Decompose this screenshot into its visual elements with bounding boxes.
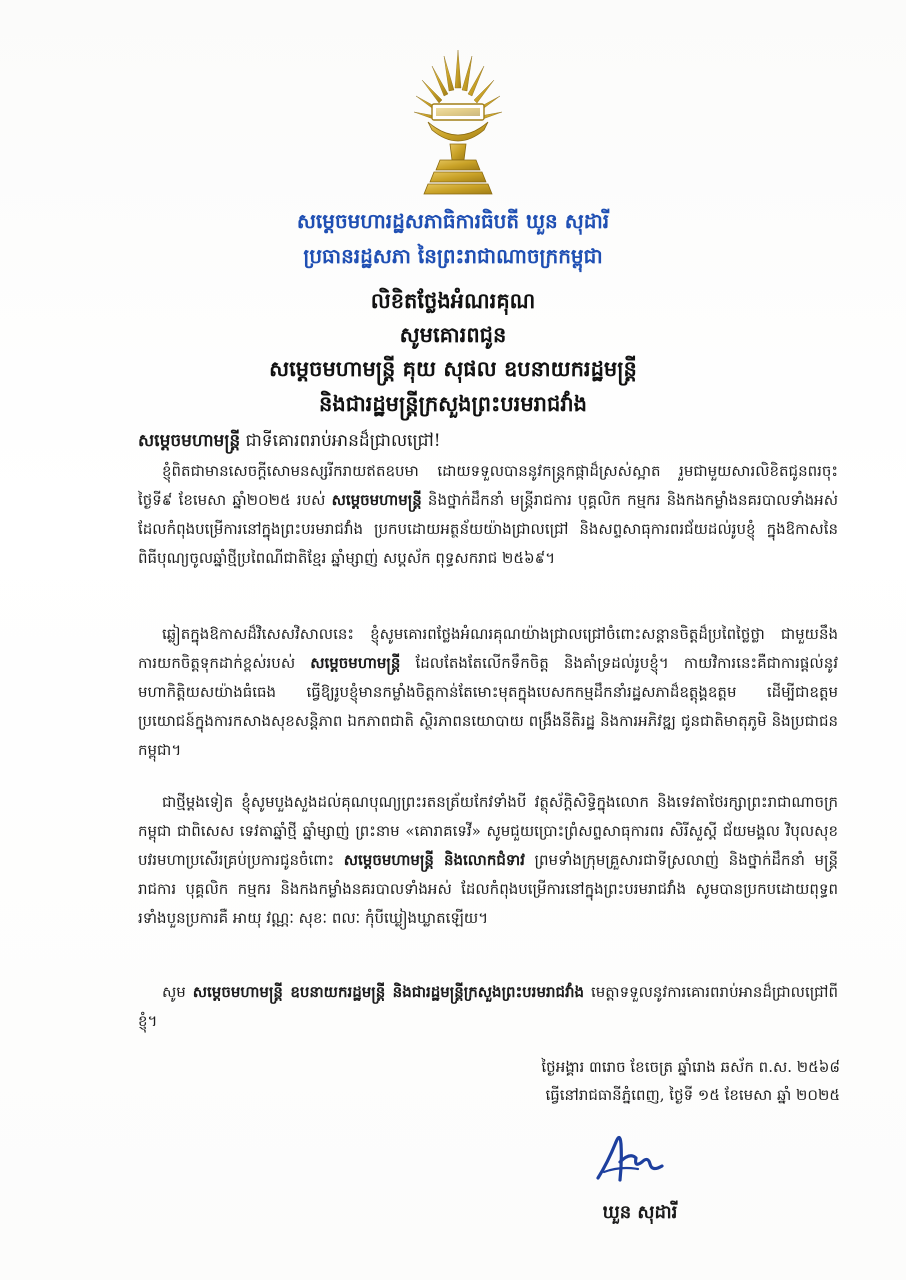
salutation-honorific: សម្តេចមហាមន្ត្រី bbox=[138, 431, 241, 451]
paragraph-bold-text: សម្តេចមហាមន្ត្រី ឧបនាយករដ្ឋមន្ត្រី និងជារដ្ឋមន្ត្រីក្រសួងព្រះបរមរាជវាំង bbox=[192, 983, 585, 1001]
paragraph-text: ដែលតែងតែលើកទឹកចិត្ត និងគាំទ្រដល់រូបខ្ញុំ។ កាយវិការនេះគឺជាការផ្តល់នូវមហាកិត្តិយសយ៉ាងធំធេង ធ្វើឱ្យរូបខ្ញុំមានកម្លាំងចិត្តកាន់តែមោះមុតក្នុងបេសកកម្មដឹកនាំរដ្ឋសភាដ៏ឧត្តុង្គឧត្តម ដើម្បីជាឧត្តមប្រយោជន៍ក្នុងការកសាងសុខសន្តិភាព ឯកភាពជាតិ ស្ថិរភាពនយោបាយ ពង្រឹងនីតិរដ្ឋ និងការអភិវឌ្ឍ ជូនជាតិមាតុភូមិ និងប្រជាជនកម្ពុជា។ bbox=[138, 654, 838, 759]
paragraph-bold-text: សម្តេចមហាមន្ត្រី bbox=[331, 491, 422, 509]
body-paragraph-1 bbox=[138, 457, 838, 607]
body-paragraph-2 bbox=[138, 620, 838, 775]
paragraph-text: ខ្ញុំពិតជាមានសេចក្តីសោមនស្សរីករាយឥតឧបមា ដោយទទួលបាននូវកន្ត្រកផ្កាដ៏ស្រស់ស្អាត រួមជាមួយសារលិខិតជូនពរចុះថ្ងៃទី៩ ខែមេសា ឆ្នាំ២០២៥ របស់ bbox=[138, 462, 838, 509]
lunar-date: ថ្ងៃអង្គារ ៣រោច ខែចេត្រ ឆ្នាំរោង ឆស័ក ព.ស. ២៥៦៨ bbox=[541, 1058, 840, 1076]
salutation-rest: ជាទីគោរពរាប់អានដ៏ជ្រាលជ្រៅ! bbox=[240, 431, 441, 451]
salutation bbox=[138, 430, 441, 455]
letter-recipient-role: និងជារដ្ឋមន្ត្រីក្រសួងព្រះបរមរាជវាំង bbox=[319, 391, 587, 416]
paragraph-bold-text: សម្តេចមហាមន្ត្រី bbox=[310, 654, 401, 672]
handwritten-signature bbox=[590, 1122, 670, 1192]
national-assembly-emblem-icon bbox=[410, 48, 506, 198]
paragraph-text: ជាថ្មីម្តងទៀត ខ្ញុំសូមបួងសួងដល់គុណបុណ្យព្រះរតនត្រ័យកែវទាំងបី វត្ថុស័ក្តិសិទ្ធិក្នុងលោក និងទេវតាថែរក្សាព្រះរាជាណាចក្រកម្ពុជា ជាពិសេស ទេវតាឆ្នាំថ្មី ឆ្នាំម្សាញ់ ព្រះនាម «គោរាគទេវី» សូមជួយប្រោះព្រំសព្ទសាធុការពរ សិរីសួស្តី ជ័យមង្គល វិបុលសុខ បវរមហាប្រសើរគ្រប់ប្រការជូនចំពោះ bbox=[138, 793, 838, 869]
letter-recipient-intro: សូមគោរពជូន bbox=[399, 322, 507, 347]
paragraph-text: មេត្តាទទួលនូវការគោរពរាប់អានដ៏ជ្រាលជ្រៅពីខ្ញុំ។ bbox=[138, 983, 838, 1030]
paragraph-text: សូម bbox=[162, 983, 193, 1001]
letter-title: លិខិតថ្លែងអំណរគុណ bbox=[370, 288, 536, 313]
header-subtitle: ប្រធានរដ្ឋសភា នៃព្រះរាជាណាចក្រកម្ពុជា bbox=[303, 244, 603, 268]
letter-recipient-name: សម្តេចមហាមន្ត្រី គុយ សុផល ឧបនាយករដ្ឋមន្ត្រី bbox=[269, 356, 637, 381]
solar-date-place: ធ្វើនៅរាជធានីភ្នំពេញ, ថ្ងៃទី ១៥ ខែមេសា ឆ្នាំ ២០២៥ bbox=[545, 1086, 840, 1104]
paragraph-text: និងថ្នាក់ដឹកនាំ មន្ត្រីរាជការ បុគ្គលិក កម្មករ និងកងកម្លាំងនគរបាលទាំងអស់ ដែលកំពុងបម្រើការនៅក្នុងព្រះបរមរាជវាំង ប្រកបដោយអត្ថន័យយ៉ាងជ្រាលជ្រៅ និងសព្ទសាធុការពរជ័យដល់រូបខ្ញុំ ក្នុងឱកាសនៃ ពិធីបុណ្យចូលឆ្នាំថ្មីប្រពៃណីជាតិខ្មែរ ឆ្នាំម្សាញ់ សប្តស័ក ពុទ្ធសករាជ ២៥៦៩។ bbox=[138, 491, 838, 567]
paragraph-text: ព្រមទាំងក្រុមគ្រួសារជាទីស្រលាញ់ និងថ្នាក់ដឹកនាំ មន្ត្រីរាជការ បុគ្គលិក កម្មករ និងកងកម្លាំងនគរបាលទាំងអស់ ដែលកំពុងបម្រើការនៅក្នុងព្រះបរមរាជវាំង សូមបានប្រកបដោយពុទ្ធពរទាំងបួនប្រការគឺ អាយុ វណ្ណៈ សុខៈ ពលៈ កុំបីឃ្លៀងឃ្លាតឡើយ។ bbox=[138, 851, 838, 927]
body-paragraph-closing bbox=[138, 978, 838, 1038]
body-paragraph-3 bbox=[138, 788, 838, 968]
paragraph-bold-text: សម្តេចមហាមន្ត្រី និងលោកជំទាវ bbox=[343, 851, 525, 869]
signer-name: ឃួន សុដារី bbox=[602, 1202, 678, 1223]
header-title: សម្តេចមហារដ្ឋសភាធិការធិបតី ឃួន សុដារី bbox=[296, 209, 610, 233]
paragraph-text: ឆ្លៀតក្នុងឱកាសដ៏វិសេសវិសាលនេះ ខ្ញុំសូមគោរពថ្លែងអំណរគុណយ៉ាងជ្រាលជ្រៅចំពោះសន្តានចិត្តដ៏ប្រពៃថ្លៃថ្លា ជាមួយនឹងការយកចិត្តទុកដាក់ខ្ពស់របស់ bbox=[138, 625, 838, 672]
